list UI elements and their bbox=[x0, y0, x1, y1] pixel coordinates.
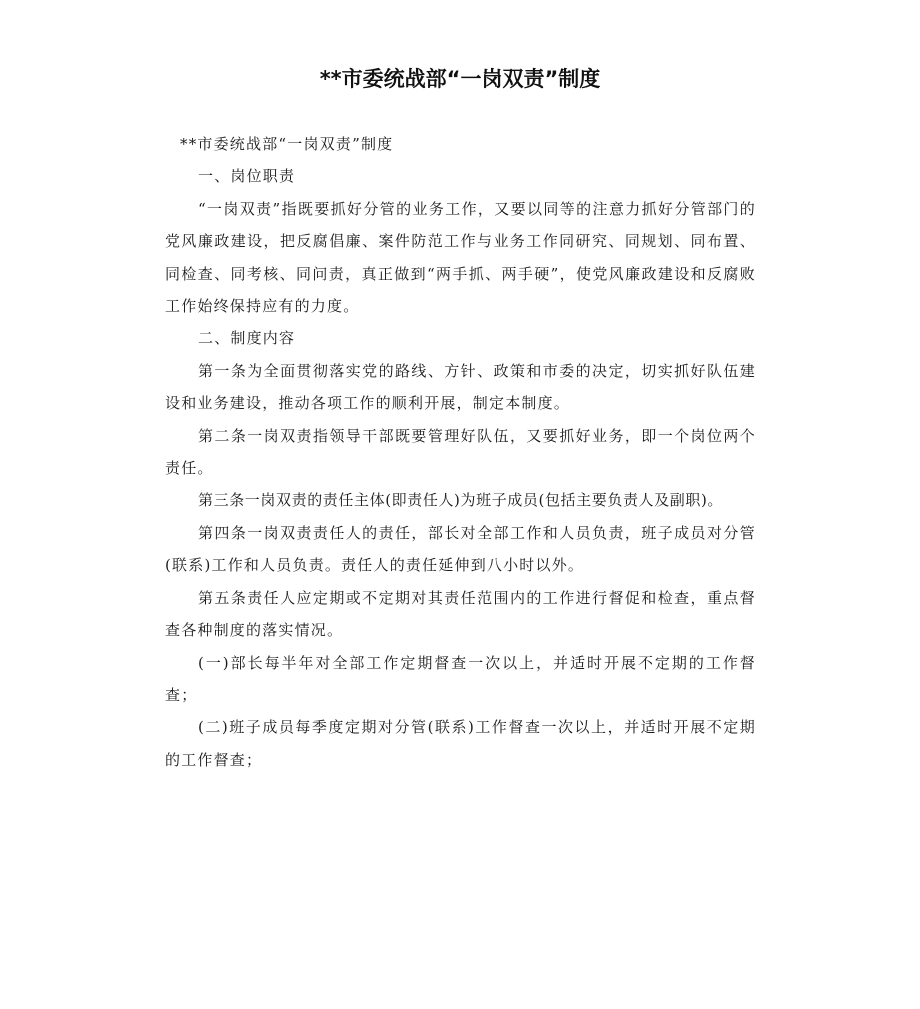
article-5-item-2: (二)班子成员每季度定期对分管(联系)工作督查一次以上，并适时开展不定期的工作督查； bbox=[165, 718, 756, 769]
doc-subtitle: **市委统战部“一岗双责”制度 bbox=[180, 135, 394, 153]
paragraph-definition: “一岗双责”指既要抓好分管的业务工作，又要以同等的注意力抓好分管部门的党风廉政建设，把反腐倡廉、案件防范工作与业务工作同研究、同规划、同布置、同检查、同考核、同问责，真正做到“两手抓、两手硬”，使党风廉政建设和反腐败工作始终保持应有的力度。 bbox=[165, 199, 756, 316]
section-heading-content: 二、制度内容 bbox=[198, 329, 296, 348]
article-4: 第四条一岗双责责任人的责任，部长对全部工作和人员负责，班子成员对分管(联系)工作和人员负责。责任人的责任延伸到八小时以外。 bbox=[165, 523, 756, 575]
article-1: 第一条为全面贯彻落实党的路线、方针、政策和市委的决定，切实抓好队伍建设和业务建设，推动各项工作的顺利开展，制定本制度。 bbox=[165, 361, 756, 413]
page-title: **市委统战部“一岗双责”制度 bbox=[319, 67, 601, 91]
document-body bbox=[165, 128, 756, 776]
article-3: 第三条一岗双责的责任主体(即责任人)为班子成员(包括主要负责人及副职)。 bbox=[198, 491, 724, 510]
article-5: 第五条责任人应定期或不定期对其责任范围内的工作进行督促和检查，重点督查各种制度的落实情况。 bbox=[165, 588, 756, 640]
section-heading-duties: 一、岗位职责 bbox=[198, 167, 296, 186]
article-5-item-1: (一)部长每半年对全部工作定期督查一次以上，并适时开展不定期的工作督查； bbox=[165, 653, 756, 704]
article-2: 第二条一岗双责指领导干部既要管理好队伍，又要抓好业务，即一个岗位两个责任。 bbox=[165, 426, 756, 478]
